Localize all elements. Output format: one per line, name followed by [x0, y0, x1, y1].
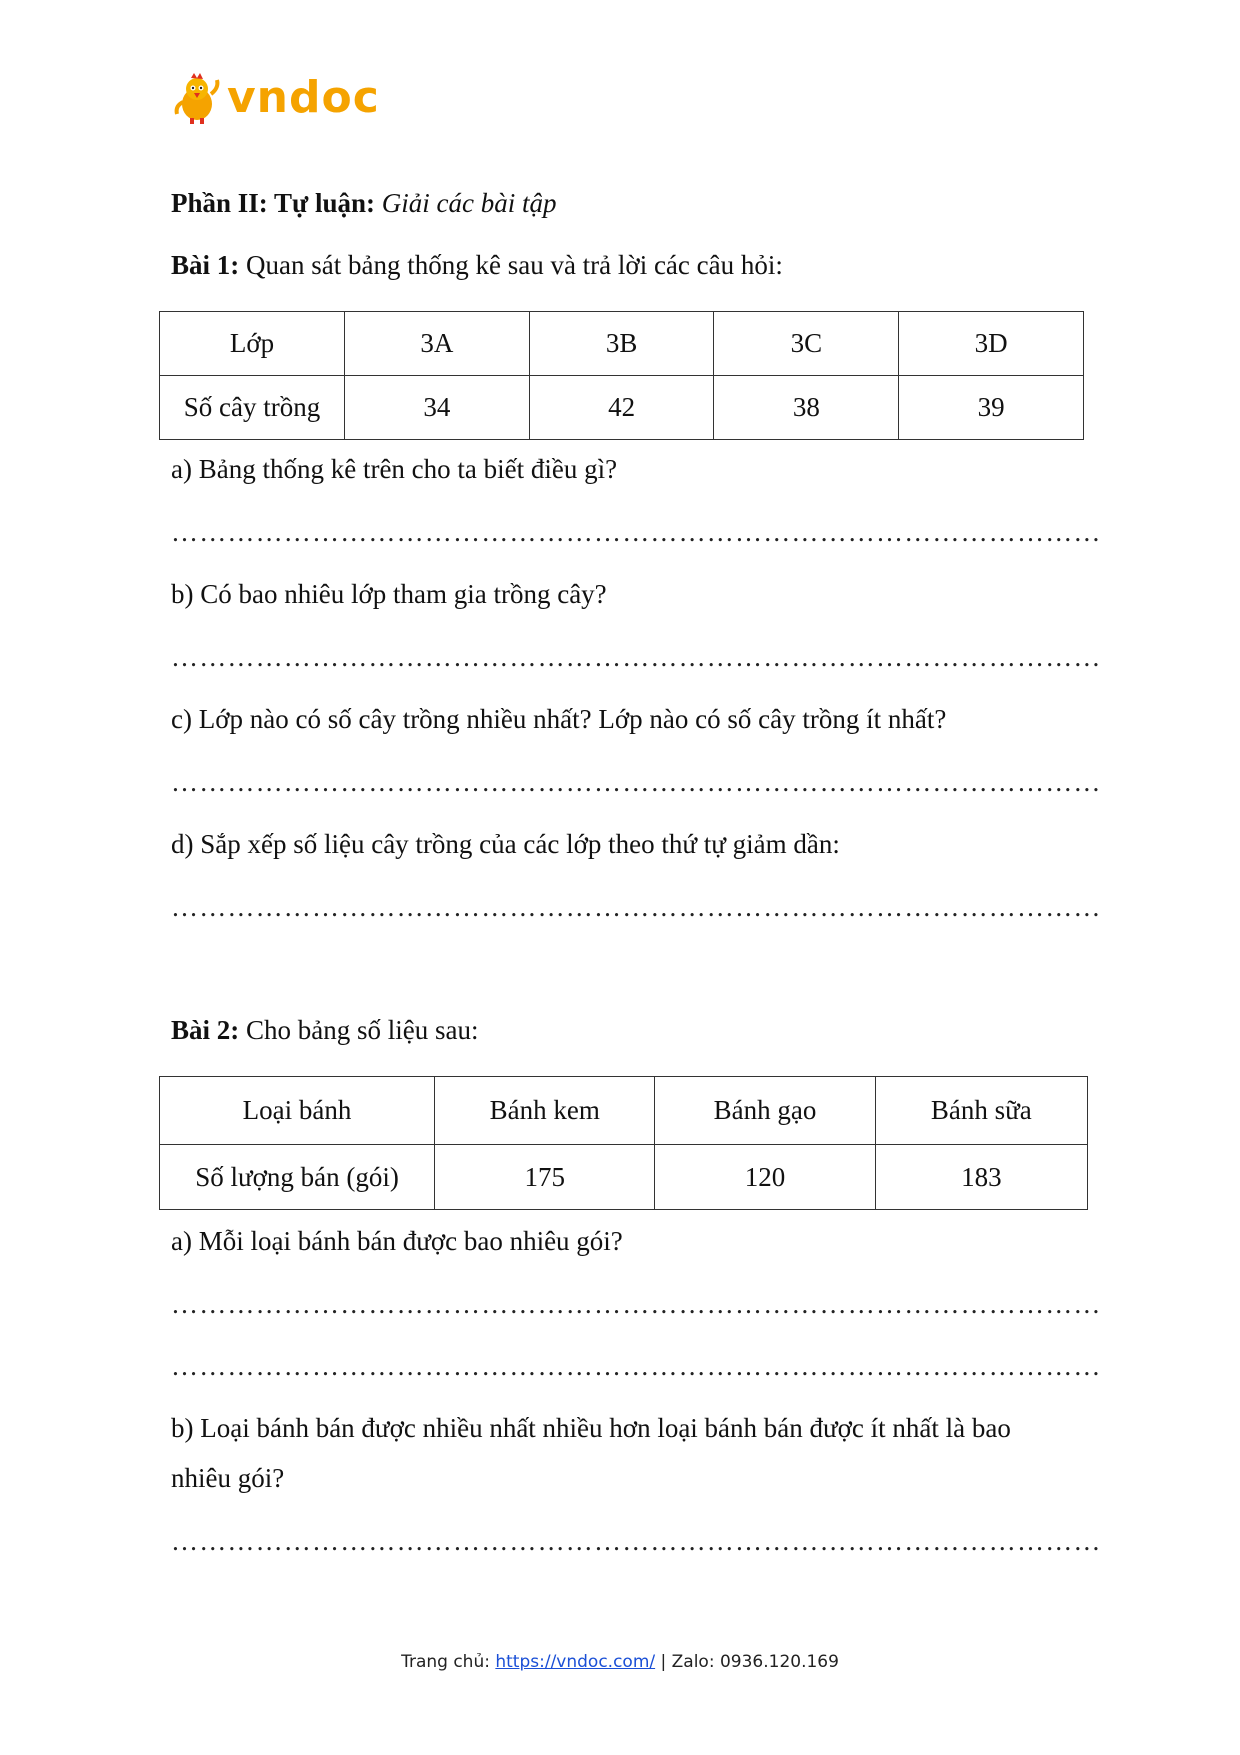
bai2-table [159, 1076, 1088, 1210]
table-cell: 183 [875, 1145, 1087, 1210]
bai1-table [159, 311, 1084, 440]
table-cell: 39 [899, 376, 1084, 440]
answer-line[interactable]: ……………………………………………………………………………………… [171, 517, 1102, 547]
bai2-label: Bài 2: [171, 1015, 240, 1045]
table-header-cell: 3C [714, 312, 899, 376]
bai1-question-d: d) Sắp xếp số liệu cây trồng của các lớp theo thứ tự giảm dần: [171, 829, 840, 859]
bai2-heading [171, 1013, 479, 1047]
table-header-cell: 3D [899, 312, 1084, 376]
bai2-question-b-line1: b) Loại bánh bán được nhiều nhất nhiều hơn loại bánh bán được ít nhất là bao [171, 1413, 1011, 1443]
table-row [160, 312, 1084, 376]
bai1-heading [171, 248, 783, 282]
page-footer [0, 1652, 1240, 1672]
table-cell: 38 [714, 376, 899, 440]
chick-mascot-icon [173, 72, 223, 124]
table-header-cell: 3B [529, 312, 714, 376]
bai1-question-a: a) Bảng thống kê trên cho ta biết điều gì? [171, 454, 618, 484]
table-header-cell: Bánh gạo [655, 1077, 875, 1145]
table-header-cell: Bánh sữa [875, 1077, 1087, 1145]
table-header-cell: Loại bánh [160, 1077, 435, 1145]
logo-wordmark: vndoc [227, 72, 380, 123]
vndoc-logo[interactable] [173, 72, 380, 124]
bai2-question-a: a) Mỗi loại bánh bán được bao nhiêu gói? [171, 1226, 623, 1256]
table-cell: 120 [655, 1145, 875, 1210]
answer-line[interactable]: ……………………………………………………………………………………… [171, 642, 1102, 672]
bai1-label: Bài 1: [171, 250, 240, 280]
table-cell: 175 [435, 1145, 655, 1210]
bai2-question-b-line2: nhiêu gói? [171, 1463, 285, 1493]
bai1-prompt: Quan sát bảng thống kê sau và trả lời các câu hỏi: [246, 250, 783, 280]
table-row [160, 376, 1084, 440]
table-header-cell: 3A [344, 312, 529, 376]
table-cell: 42 [529, 376, 714, 440]
table-row [160, 1145, 1088, 1210]
footer-prefix: Trang chủ: [401, 1652, 496, 1672]
answer-line[interactable]: ……………………………………………………………………………………… [171, 1289, 1102, 1319]
homepage-link[interactable]: https://vndoc.com/ [495, 1652, 656, 1672]
table-cell: Số lượng bán (gói) [160, 1145, 435, 1210]
section-label: Phần II: Tự luận: [171, 188, 376, 218]
table-cell: 34 [344, 376, 529, 440]
bai1-question-b: b) Có bao nhiêu lớp tham gia trồng cây? [171, 579, 607, 609]
answer-line[interactable]: ……………………………………………………………………………………… [171, 892, 1102, 922]
table-cell: Số cây trồng [160, 376, 345, 440]
answer-line[interactable]: ……………………………………………………………………………………… [171, 1526, 1102, 1556]
section-instruction: Giải các bài tập [381, 188, 557, 218]
answer-line[interactable]: ……………………………………………………………………………………… [171, 1351, 1102, 1381]
bai2-prompt: Cho bảng số liệu sau: [246, 1015, 479, 1045]
table-row [160, 1077, 1088, 1145]
table-header-cell: Lớp [160, 312, 345, 376]
section-heading [171, 186, 557, 220]
answer-line[interactable]: ……………………………………………………………………………………… [171, 767, 1102, 797]
footer-zalo: | Zalo: 0936.120.169 [655, 1652, 839, 1672]
bai1-question-c: c) Lớp nào có số cây trồng nhiều nhất? Lớp nào có số cây trồng ít nhất? [171, 704, 947, 734]
table-header-cell: Bánh kem [435, 1077, 655, 1145]
